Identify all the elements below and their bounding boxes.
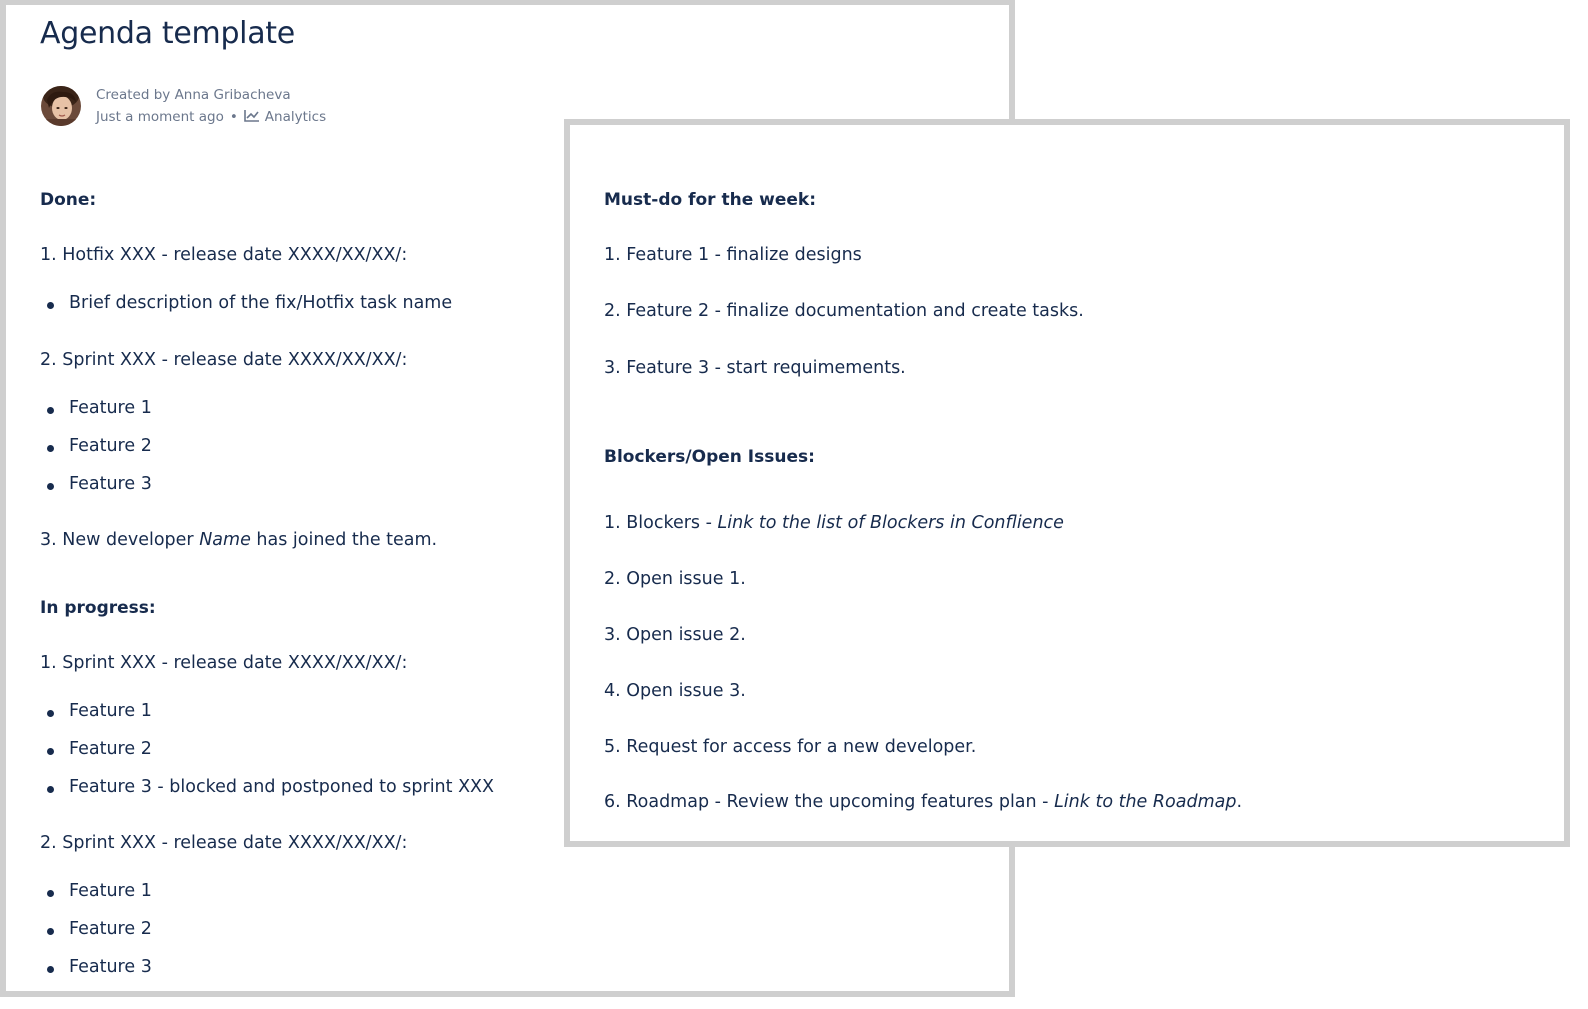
done-item-3: 3. New developer Name has joined the team.	[40, 530, 438, 550]
done-item-2-bullet-2: Feature 2	[69, 436, 152, 456]
bullet-dot	[47, 928, 54, 935]
bullet-dot	[47, 786, 54, 793]
in-progress-item-2-bullet-3: Feature 3	[69, 957, 152, 977]
bullet-dot	[47, 407, 54, 414]
blockers-item-1: 1. Blockers - Link to the list of Blockers in Conflience	[604, 513, 1064, 533]
blockers-item-6: 6. Roadmap - Review the upcoming features plan - Link to the Roadmap.	[604, 792, 1243, 812]
roadmap-link[interactable]: Link to the Roadmap	[1054, 792, 1237, 812]
done-item-2-bullet-1: Feature 1	[69, 398, 152, 418]
in-progress-item-1-bullet-3: Feature 3 - blocked and postponed to sprint XXX	[69, 777, 494, 797]
done-item-1-bullet-1: Brief description of the fix/Hotfix task name	[69, 293, 452, 313]
bullet-dot	[47, 710, 54, 717]
blockers-link[interactable]: Link to the list of Blockers in Conflience	[717, 513, 1064, 533]
done-heading: Done:	[40, 190, 97, 210]
bullet-dot	[47, 890, 54, 897]
time-ago[interactable]: Just a moment ago	[96, 109, 224, 125]
analytics-link[interactable]	[244, 109, 326, 125]
blockers-heading: Blockers/Open Issues:	[604, 447, 815, 467]
author-line[interactable]: Created by Anna Gribacheva	[96, 87, 291, 103]
meta-row	[96, 109, 326, 125]
bullet-dot	[47, 445, 54, 452]
blockers-item-5: 5. Request for access for a new developer.	[604, 737, 977, 757]
in-progress-item-1-bullet-1: Feature 1	[69, 701, 152, 721]
blockers-item-2: 2. Open issue 1.	[604, 569, 746, 589]
in-progress-item-2-bullet-2: Feature 2	[69, 919, 152, 939]
must-do-item-1: 1. Feature 1 - finalize designs	[604, 245, 862, 265]
in-progress-item-2-bullet-1: Feature 1	[69, 881, 152, 901]
done-item-1: 1. Hotfix XXX - release date XXXX/XX/XX/:	[40, 245, 408, 265]
bullet-dot	[47, 483, 54, 490]
must-do-heading: Must-do for the week:	[604, 190, 817, 210]
in-progress-item-2: 2. Sprint XXX - release date XXXX/XX/XX/:	[40, 833, 408, 853]
must-do-item-3: 3. Feature 3 - start requimements.	[604, 358, 906, 378]
must-do-item-2: 2. Feature 2 - finalize documentation and create tasks.	[604, 301, 1084, 321]
blockers-item-4: 4. Open issue 3.	[604, 681, 746, 701]
blockers-item-3: 3. Open issue 2.	[604, 625, 746, 645]
author-avatar[interactable]	[41, 86, 81, 126]
avatar-image	[41, 86, 81, 126]
bullet-dot	[47, 302, 54, 309]
bullet-dot	[47, 966, 54, 973]
meta-separator: •	[229, 109, 238, 125]
bullet-dot	[47, 748, 54, 755]
in-progress-item-1: 1. Sprint XXX - release date XXXX/XX/XX/:	[40, 653, 408, 673]
analytics-icon	[244, 110, 260, 122]
in-progress-item-1-bullet-2: Feature 2	[69, 739, 152, 759]
done-item-2: 2. Sprint XXX - release date XXXX/XX/XX/:	[40, 350, 408, 370]
done-item-2-bullet-3: Feature 3	[69, 474, 152, 494]
page-title: Agenda template	[40, 16, 295, 51]
analytics-label: Analytics	[264, 109, 327, 125]
in-progress-heading: In progress:	[40, 598, 156, 618]
